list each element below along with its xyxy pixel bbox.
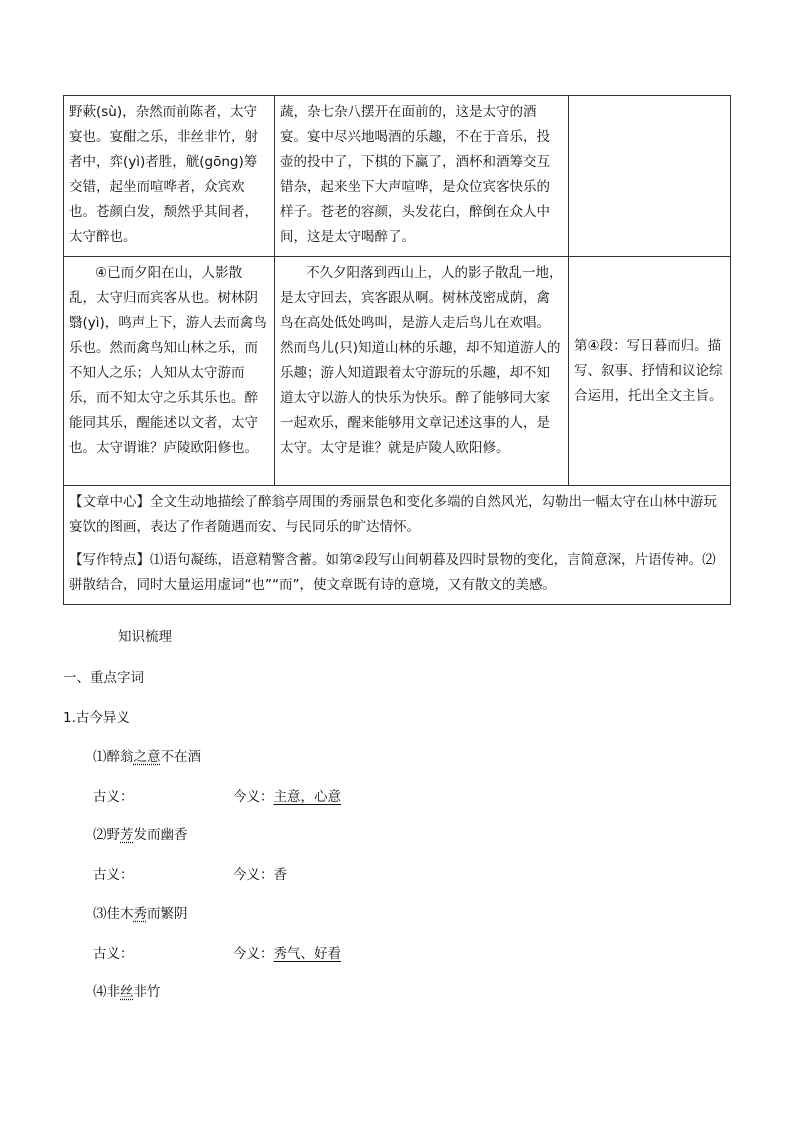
note-cell [569, 96, 731, 257]
summary-cell [64, 486, 731, 605]
translation-table [63, 95, 731, 605]
table-row [64, 96, 731, 257]
summary-row [64, 486, 731, 605]
example-sentence: ⑷非丝非竹 [93, 984, 161, 1000]
feature-text: ⑴语句凝练，语意精警含蓄。如第②段写山间朝暮及四时景物的变化，言简意深，片语传神。⑵骈散结合，同时大量运用虚词“也”“而”，使文章既有诗的意境，又有散文的美感。 [69, 552, 716, 593]
original-text-cell: 野蔌(sù)，杂然而前陈者，太守宴也。宴酣之乐，非丝非竹，射者中，弈(yì)者胜，觥(gōng)筹交错，起坐而喧哗者，众宾欢也。苍颜白发，颓然乎其间者，太守醉也。 [64, 96, 275, 257]
table-row [64, 257, 731, 486]
jin-yi: 今义：秀气、好看 [233, 946, 341, 962]
jin-yi-value: 秀气、好看 [273, 946, 341, 962]
original-text-cell: ④已而夕阳在山，人影散乱，太守归而宾客从也。树林阴翳(yì)，鸣声上下，游人去而禽鸟乐也。然而禽鸟知山林之乐，而不知人之乐；人知从太守游而乐，而不知太守之乐其乐也。醉能同其乐，醒能述以文者，太守也。太守谓谁？庐陵欧阳修也。 [64, 257, 275, 486]
heading-key-words: 一、重点字词 [63, 670, 144, 686]
translation-cell: 蔬，杂七杂八摆开在面前的，这是太守的酒宴。宴中尽兴地喝酒的乐趣，不在于音乐，投壶的投中了，下棋的下赢了，酒杯和酒筹交互错杂，起来坐下大声喧哗，是众位宾客快乐的样子。苍老的容颜，头发花白，醉倒在众人中间，这是太守喝醉了。 [275, 96, 569, 257]
jin-yi: 今义：香 [233, 867, 287, 883]
note-cell: 第④段：写日暮而归。描写、叙事、抒情和议论综合运用，托出全文主旨。 [569, 257, 731, 486]
section-title: 知识梳理 [118, 629, 172, 645]
example-sentence: ⑶佳木秀而繁阴 [93, 906, 188, 922]
jin-yi-value: 香 [273, 867, 287, 883]
translation-cell: 不久夕阳落到西山上，人的影子散乱一地，是太守回去，宾客跟从啊。树林茂密成荫，禽鸟在高处低处鸣叫，是游人走后鸟儿在欢唱。然而鸟儿(只)知道山林的乐趣，却不知道游人的乐趣；游人知道跟着太守游玩的乐趣，却不知道太守以游人的快乐为快乐。醉了能够同大家一起欢乐，醒来能够用文章记述这事的人，是太守。太守是谁？就是庐陵人欧阳修。 [275, 257, 569, 486]
gu-yi-label: 古义： [93, 946, 134, 962]
feature-label: 【写作特点】 [69, 552, 150, 568]
jin-yi-value: 主意，心意 [273, 789, 341, 805]
gu-yi-label: 古义： [93, 789, 134, 805]
heading-ancient-modern: 1.古今异义 [63, 710, 130, 726]
center-text: 全文生动地描绘了醉翁亭周围的秀丽景色和变化多端的自然风光，勾勒出一幅太守在山林中游玩宴饮的图画，表达了作者随遇而安、与民同乐的旷达情怀。 [69, 494, 717, 535]
example-sentence: ⑵野芳发而幽香 [93, 827, 188, 843]
jin-yi: 今义：主意，心意 [233, 789, 341, 805]
writing-features [69, 548, 725, 598]
gu-yi-label: 古义： [93, 867, 134, 883]
example-sentence: ⑴醉翁之意不在酒 [93, 749, 201, 765]
center-label: 【文章中心】 [69, 494, 150, 510]
article-center [69, 490, 725, 540]
